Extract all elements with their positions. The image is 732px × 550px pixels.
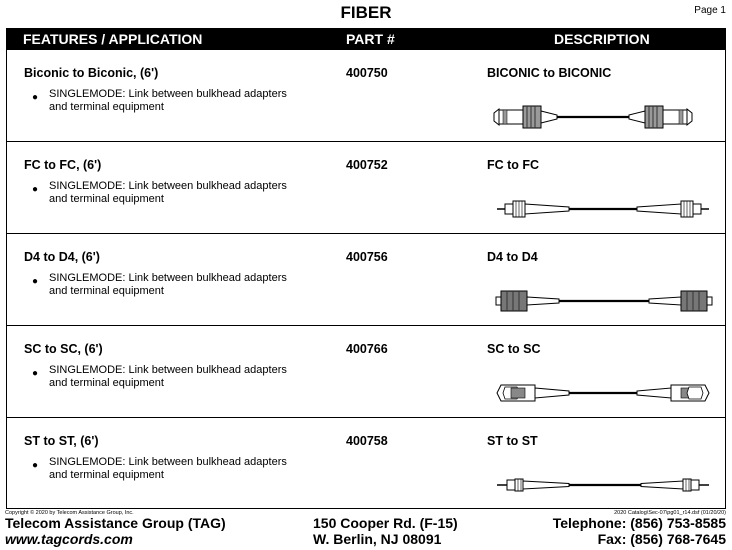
bullet-icon: ● (32, 368, 39, 379)
description-title: BICONIC to BICONIC (487, 66, 612, 80)
product-table (6, 28, 726, 509)
feature-description: SINGLEMODE: Link between bulkhead adapters and terminal equipment (49, 180, 287, 205)
table-row (7, 50, 725, 142)
copyright-notice: Copyright © 2020 by Telecom Assistance Group, Inc. (5, 510, 134, 516)
feature-description: SINGLEMODE: Link between bulkhead adapters and terminal equipment (49, 272, 287, 297)
feature-description: SINGLEMODE: Link between bulkhead adapters and terminal equipment (49, 456, 287, 481)
part-number: 400756 (346, 250, 388, 264)
page-title: FIBER (340, 3, 392, 22)
table-header (7, 29, 725, 50)
company-name: Telecom Assistance Group (TAG) (5, 515, 226, 531)
table-row (7, 418, 725, 510)
feature-description: SINGLEMODE: Link between bulkhead adapters and terminal equipment (49, 364, 287, 389)
feature-title: D4 to D4, (6') (24, 250, 100, 264)
website-link[interactable]: www.tagcords.com (5, 531, 133, 547)
bullet-icon: ● (32, 92, 39, 103)
address-line-2: W. Berlin, NJ 08091 (313, 531, 442, 547)
page-number: Page 1 (694, 5, 726, 16)
address-line-1: 150 Cooper Rd. (F-15) (313, 515, 458, 531)
column-description: DESCRIPTION (554, 31, 650, 47)
st-cable-illustration (487, 468, 717, 500)
table-row (7, 142, 725, 234)
bullet-icon: ● (32, 184, 39, 195)
part-number: 400752 (346, 158, 388, 172)
sc-cable-illustration (487, 376, 717, 408)
feature-title: Biconic to Biconic, (6') (24, 66, 159, 80)
d4-cable-illustration (487, 284, 717, 316)
part-number: 400758 (346, 434, 388, 448)
column-features: FEATURES / APPLICATION (23, 31, 203, 47)
bullet-icon: ● (32, 276, 39, 287)
catalog-reference: 2020 Catalog\Sec-07\pg01_r14.dsf (01/20/20) (614, 510, 726, 516)
fax-number: Fax: (856) 768-7645 (597, 531, 726, 547)
description-title: FC to FC (487, 158, 540, 172)
biconic-cable-illustration (487, 100, 717, 132)
feature-title: ST to ST, (6') (24, 434, 99, 448)
description-title: SC to SC (487, 342, 541, 356)
feature-title: SC to SC, (6') (24, 342, 103, 356)
part-number: 400750 (346, 66, 388, 80)
description-title: ST to ST (487, 434, 538, 448)
fc-cable-illustration (487, 192, 717, 224)
feature-description: SINGLEMODE: Link between bulkhead adapters and terminal equipment (49, 88, 287, 113)
table-row (7, 234, 725, 326)
feature-title: FC to FC, (6') (24, 158, 102, 172)
column-part: PART # (346, 31, 395, 47)
description-title: D4 to D4 (487, 250, 538, 264)
part-number: 400766 (346, 342, 388, 356)
bullet-icon: ● (32, 460, 39, 471)
telephone-number: Telephone: (856) 753-8585 (552, 515, 726, 531)
table-row (7, 326, 725, 418)
